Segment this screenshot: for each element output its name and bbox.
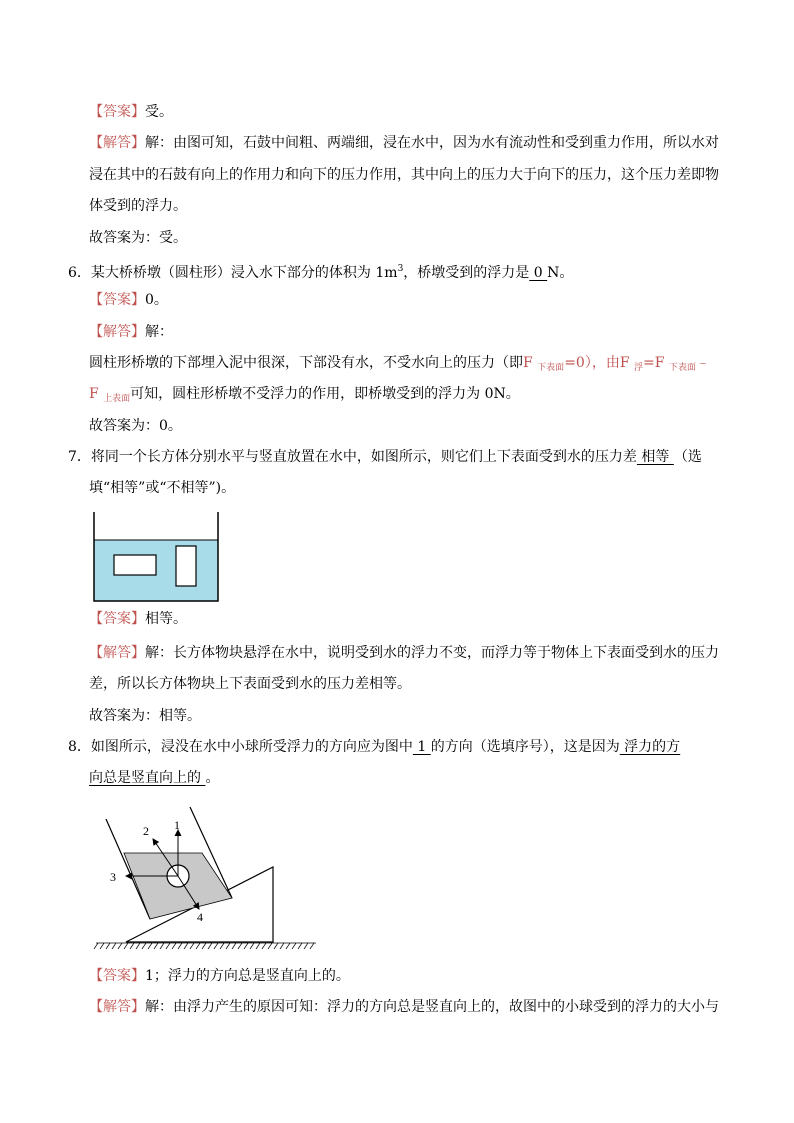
q8-question-line-1: 8．如图所示，浸没在水中小球所受浮力的方向应为图中 1 的方向（选填序号），这是因为 浮力的方	[68, 739, 681, 755]
hatch-mark	[262, 943, 266, 949]
q6-solution-line-2: F $_{上表面}$可知，圆柱形桥墩不受浮力的作用，即桥墩受到的浮力为 0N。	[89, 386, 520, 404]
hatch-mark	[106, 943, 110, 949]
q8-figure-container	[90, 805, 322, 955]
q5-solution-line-1: 【解答】解：由图可知，石鼓中间粗、两端细，浸在水中，因为水有流动性和受到重力作用，所以水对	[89, 135, 719, 151]
q6-number: 6．	[68, 265, 91, 281]
hatch-mark	[190, 943, 194, 949]
hatch-mark	[100, 943, 104, 949]
arrow-label-3: 3	[110, 870, 116, 884]
q8-answer-line: 【答案】1；浮力的方向总是竖直向上的。	[89, 968, 350, 984]
hatch-mark	[310, 943, 314, 949]
q5-answer: 受。	[145, 104, 173, 120]
hatch-mark	[280, 943, 284, 949]
q7-final-answer: 故答案为：相等。	[89, 708, 201, 724]
hatch-mark	[94, 943, 98, 949]
hatch-mark	[142, 943, 146, 949]
solution-tag: 【解答】	[89, 135, 145, 151]
hatch-mark	[160, 943, 164, 949]
q6-blank: 0	[529, 265, 548, 281]
hatch-mark	[154, 943, 158, 949]
q7-number: 7．	[68, 449, 91, 465]
hatch-mark	[232, 943, 236, 949]
answer-tag: 【答案】	[89, 968, 145, 984]
hatch-mark	[226, 943, 230, 949]
q7-figure-container	[92, 510, 222, 603]
hatch-mark	[244, 943, 248, 949]
answer-tag: 【答案】	[89, 104, 145, 120]
hatch-mark	[148, 943, 152, 949]
q6-answer-line: 【答案】0。	[89, 292, 168, 308]
horizontal-block	[114, 555, 156, 575]
hatch-mark	[250, 943, 254, 949]
arrow-label-4: 4	[197, 910, 203, 924]
hatch-mark	[256, 943, 260, 949]
hatch-mark	[136, 943, 140, 949]
hatch-mark	[130, 943, 134, 949]
q8-blank-2b: 向总是竖直向上的	[89, 770, 206, 786]
solution-tag: 【解答】	[89, 324, 145, 340]
hatch-mark	[298, 943, 302, 949]
q7-blank: 相等	[636, 449, 674, 465]
arrow-label-2: 2	[143, 824, 149, 838]
hatch-mark	[112, 943, 116, 949]
q5-final-answer: 故答案为：受。	[89, 230, 187, 246]
q8-blank-1: 1	[412, 739, 431, 755]
hatch-mark	[124, 943, 128, 949]
hatch-mark	[208, 943, 212, 949]
hatch-mark	[118, 943, 122, 949]
q7-solution-line-1: 【解答】解：长方体物块悬浮在水中，说明受到水的浮力不变，而浮力等于物体上下表面受到水的压力	[89, 645, 719, 661]
q6-solution-head: 【解答】解：	[89, 324, 173, 340]
hatch-mark	[220, 943, 224, 949]
q8-question-line-2: 向总是竖直向上的 。	[89, 770, 220, 786]
hatch-mark	[238, 943, 242, 949]
q5-solution-line-2: 浸在其中的石鼓有向上的作用力和向下的压力作用，其中向上的压力大于向下的压力，这个压力差即物	[89, 167, 719, 183]
q5-answer-line	[89, 102, 173, 122]
hatch-mark	[304, 943, 308, 949]
q8-number: 8．	[68, 739, 91, 755]
hatch-mark	[268, 943, 272, 949]
hatch-mark	[292, 943, 296, 949]
hatch-mark	[172, 943, 176, 949]
q6-final-answer: 故答案为：0。	[89, 418, 182, 434]
q7-answer-line: 【答案】相等。	[89, 611, 187, 627]
vertical-block	[176, 546, 196, 586]
ground-hatch-marks	[94, 943, 314, 949]
q8-solution-line-1: 【解答】解：由浮力产生的原因可知：浮力的方向总是竖直向上的，故图中的小球受到的浮力的大小与	[89, 999, 719, 1015]
q8-blank-2a: 浮力的方	[619, 739, 681, 755]
hatch-mark	[274, 943, 278, 949]
hatch-mark	[196, 943, 200, 949]
q5-solution-line-3: 体受到的浮力。	[89, 198, 187, 214]
q7-question-line-2: 填“相等”或“不相等”)。	[89, 480, 236, 496]
hatch-mark	[178, 943, 182, 949]
hatch-mark	[166, 943, 170, 949]
hatch-mark	[214, 943, 218, 949]
q7-solution-line-2: 差，所以长方体物块上下表面受到水的压力差相等。	[89, 676, 411, 692]
solution-tag: 【解答】	[89, 999, 145, 1015]
q7-question-line-1: 7．将同一个长方体分别水平与竖直放置在水中，如图所示，则它们上下表面受到水的压力差 相等 （选	[68, 449, 702, 465]
solution-tag: 【解答】	[89, 645, 145, 661]
q6-solution-line-1: 圆柱形桥墩的下部埋入泥中很深，下部没有水，不受水向上的压力（即F $_{下表面}$=0），由F $_浮$=F $_{下表面}$﹣	[89, 355, 710, 373]
hatch-mark	[202, 943, 206, 949]
answer-tag: 【答案】	[89, 611, 145, 627]
answer-tag: 【答案】	[89, 292, 145, 308]
hatch-mark	[184, 943, 188, 949]
hatch-mark	[286, 943, 290, 949]
arrow-label-1: 1	[174, 818, 180, 832]
q6-question: 6．某大桥桥墩（圆柱形）浸入水下部分的体积为 $1m^3$，桥墩受到的浮力是 0 N。	[68, 264, 574, 281]
